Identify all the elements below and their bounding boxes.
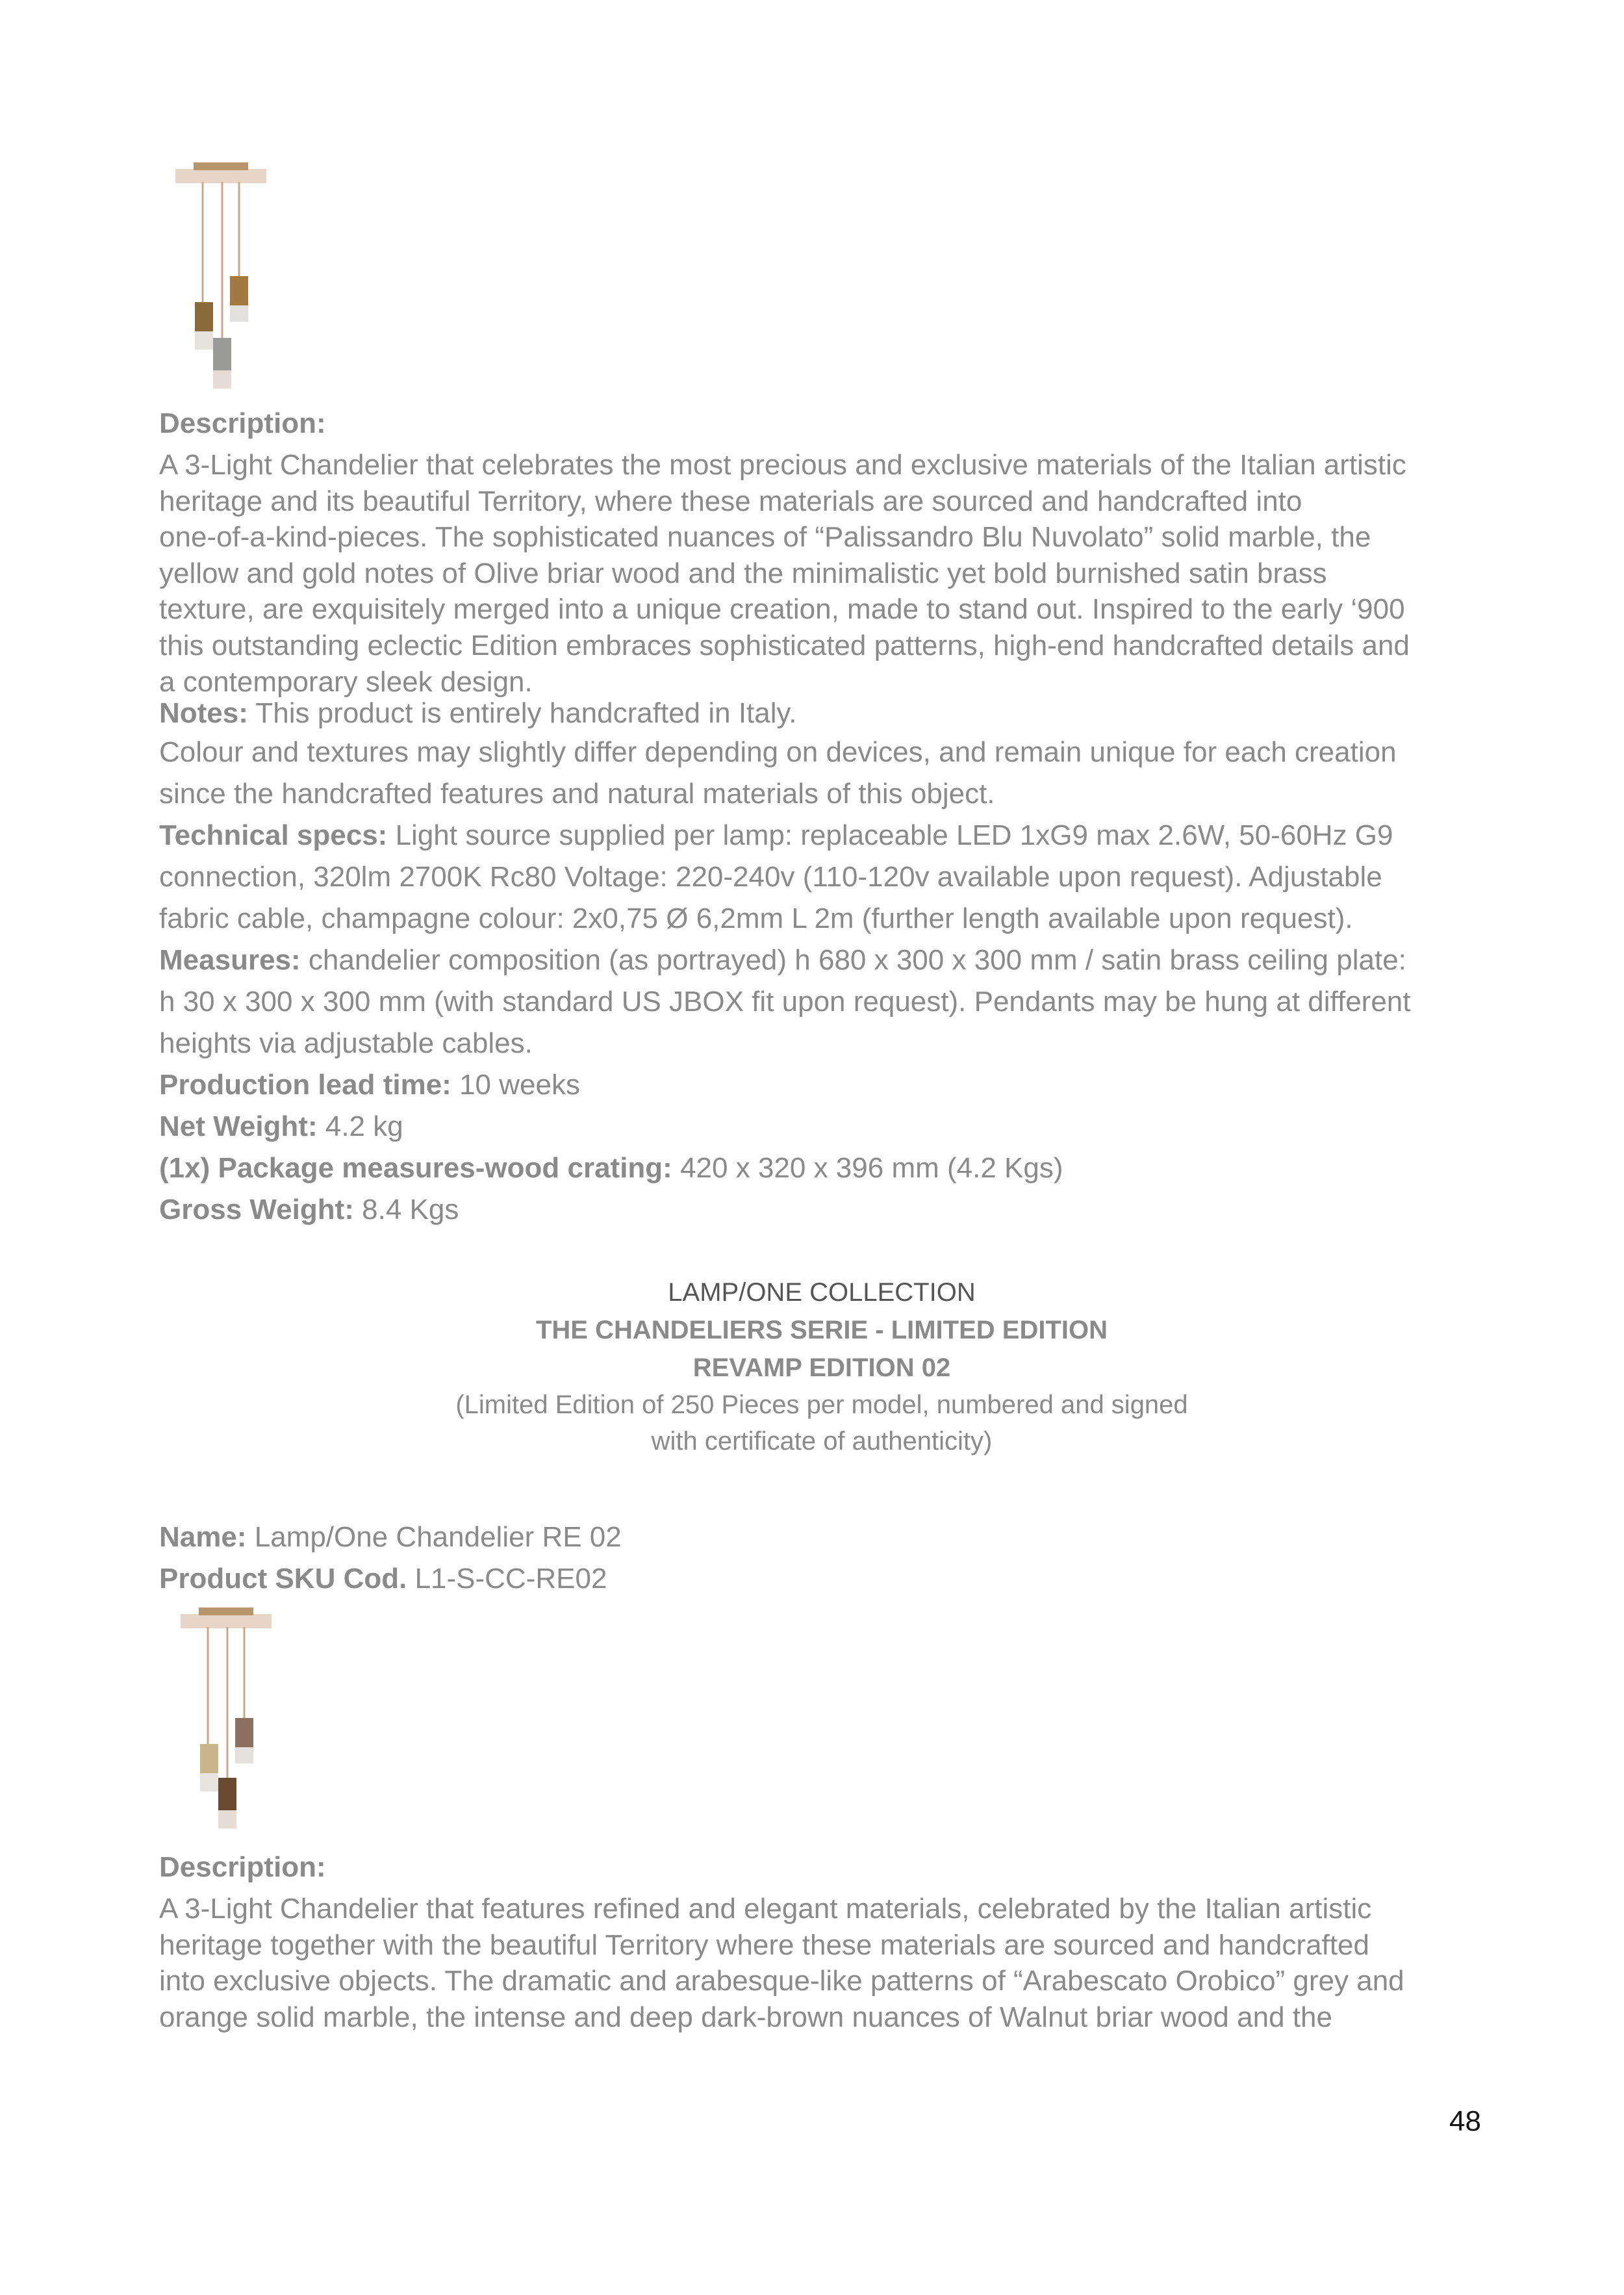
lead-time: Production lead time: 10 weeks xyxy=(159,1069,580,1101)
notes-line: Notes: This product is entirely handcrafted in Italy. xyxy=(159,697,797,729)
gross-weight: Gross Weight: 8.4 Kgs xyxy=(159,1194,459,1225)
technical-specs: Technical specs: Light source supplied per lamp: replaceable LED 1xG9 max 2.6W, 50-60Hz G9 connection, 320lm 2700K Rc80 Voltage: 220-240v (110-120v available upon request). Adjustable fabric cable, champagne colour: 2x0,75 Ø 6,2mm L 2m (further length available upon request). xyxy=(159,819,1393,934)
page-number: 48 xyxy=(1449,2105,1481,2137)
collection-note-2: with certificate of authenticity) xyxy=(651,1427,993,1455)
pendant-wood-right xyxy=(235,1718,253,1747)
chandelier-image-1 xyxy=(175,162,273,390)
description-text-1: A 3-Light Chandelier that celebrates the most precious and exclusive materials of the Italian artistic heritage and its beautiful Territory, where these materials are sourced and handcrafted into one-of-a-kind-pieces. The sophisticated nuances of “Palissandro Blu Nuvolato” solid marble, the yellow and gold notes of Olive briar wood and the minimalistic yet bold burnished satin brass texture, are exquisitely merged into a unique creation, made to stand out. Inspired to the early ‘900 this outstanding eclectic Edition embraces sophisticated patterns, high-end handcrafted details and a contemporary sleek design. xyxy=(159,449,1410,698)
collection-note-1: (Limited Edition of 250 Pieces per model, numbered and signed xyxy=(455,1391,1188,1419)
measures: Measures: chandelier composition (as portrayed) h 680 x 300 x 300 mm / satin brass ceiling plate: h 30 x 300 x 300 mm (with standard US JBOX fit upon request). Pendants may be hung at different heights via adjustable cables. xyxy=(159,944,1411,1059)
collection-title: LAMP/ONE COLLECTION xyxy=(668,1278,976,1307)
product2-header xyxy=(159,1517,1484,1600)
description-label-1: Description: xyxy=(159,407,326,439)
pendant-walnut-mid xyxy=(218,1778,236,1810)
colour-note: Colour and textures may slightly differ depending on devices, and remain unique for each creation since the handcrafted features and natural materials of this object. xyxy=(159,736,1397,810)
description-label-2: Description: xyxy=(159,1851,326,1883)
package-measures: (1x) Package measures-wood crating: 420 x 320 x 396 mm (4.2 Kgs) xyxy=(159,1152,1063,1184)
specs-block-1 xyxy=(159,695,1484,1231)
product-sku: Product SKU Cod. L1-S-CC-RE02 xyxy=(159,1563,607,1595)
pendant-wood-right xyxy=(230,276,248,305)
description-text-2: A 3-Light Chandelier that features refined and elegant materials, celebrated by the Italian artistic heritage together with the beautiful Territory where these materials are sourced and handcrafted into exclusive objects. The dramatic and arabesque-like patterns of “Arabescato Orobico” grey and orange solid marble, the intense and deep dark-brown nuances of Walnut briar wood and the xyxy=(159,1893,1404,2033)
collection-serie: THE CHANDELIERS SERIE - LIMITED EDITION xyxy=(535,1316,1108,1344)
net-weight: Net Weight: 4.2 kg xyxy=(159,1110,403,1142)
ceiling-plate xyxy=(175,169,266,183)
pendant-marble-mid xyxy=(213,338,231,370)
ceiling-plate xyxy=(181,1614,272,1628)
collection-edition: REVAMP EDITION 02 xyxy=(692,1353,951,1382)
pendant-wood-left xyxy=(195,302,213,331)
pendant-marble-left xyxy=(200,1744,218,1773)
chandelier-image-2 xyxy=(181,1608,278,1835)
product-name: Name: Lamp/One Chandelier RE 02 xyxy=(159,1521,622,1553)
